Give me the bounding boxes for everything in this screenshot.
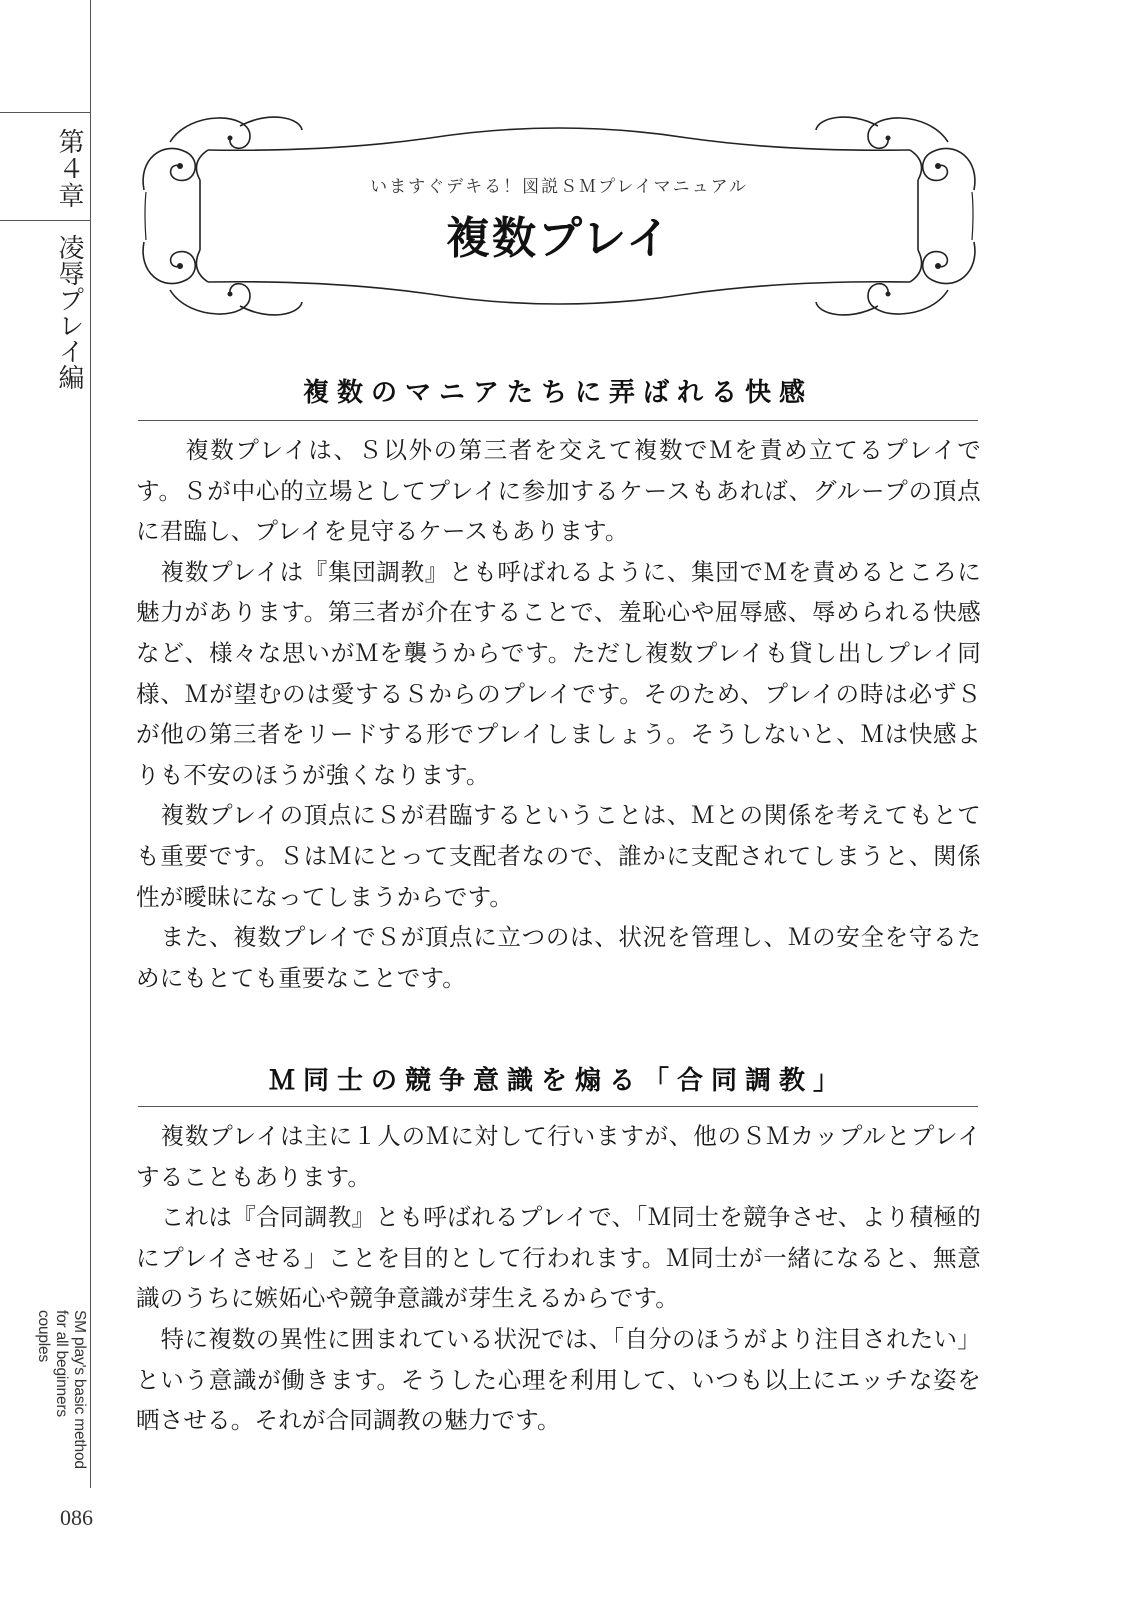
- page-number: 086: [60, 1505, 93, 1530]
- paragraph: これは『合同調教』とも呼ばれるプレイで、「Ｍ同士を競争させ、より積極的にプレイさせる」ことを目的として行われます。Ｍ同士が一緒になると、無意識のうちに嫉妬心や競争意識が芽生えるからです。: [136, 1203, 981, 1313]
- paragraph: 特に複数の異性に囲まれている状況では、「自分のほうがより注目されたい」という意識が働きます。そうした心理を利用して、いつも以上にエッチな姿を晒させる。それが合同調教の魅力です。: [136, 1324, 981, 1435]
- section-heading-2: Ｍ同士の競争意識を煽る「合同調教」: [268, 1066, 847, 1096]
- margin-tick-bottom: [0, 220, 90, 221]
- section-rule-2: [138, 1106, 978, 1107]
- paragraph: 複数プレイは『集団調教』とも呼ばれるように、集団でＭを責めるところに魅力があります。第三者が介在することで、羞恥心や屈辱感、辱められる快感など、様々な思いがＭを襲うからです。ただし複数プレイも貸し出しプレイ同様、Ｍが望むのは愛するＳからのプレイです。そのため、プレイの時は必ずＳが他の第三者をリードする形でプレイしましょう。そうしないと、Ｍは快感よりも不安のほうが強くなります。: [136, 557, 981, 789]
- paragraph: また、複数プレイでＳが頂点に立つのは、状況を管理し、Ｍの安全を守るためにもとても重要なことです。: [136, 923, 981, 992]
- chapter-number: 第４章: [54, 128, 84, 209]
- paragraph: 複数プレイは主に１人のＭに対して行いますが、他のＳＭカップルとプレイすることもあります。: [136, 1122, 981, 1191]
- paragraph: 複数プレイの頂点にＳが君臨するということは、Ｍとの関係を考えてもとても重要です。ＳはＭにとって支配者なので、誰かに支配されてしまうと、関係性が曖昧になってしまうからです。: [136, 801, 981, 911]
- margin-tick-top: [0, 112, 90, 113]
- book-subtitle: いますぐデキる！図説ＳＭプレイマニュアル: [370, 177, 748, 197]
- title-frame: [130, 100, 988, 332]
- series-english-title: SM play's basic method for all beginners couples: [35, 1310, 88, 1469]
- paragraph: 複数プレイは、Ｓ以外の第三者を交えて複数でＭを責め立てるプレイです。Ｓが中心的立場としてプレイに参加するケースもあれば、グループの頂点に君臨し、プレイを見守るケースもあります。: [136, 436, 981, 546]
- page-title: 複数プレイ: [445, 213, 673, 264]
- section-rule-1: [138, 420, 978, 421]
- margin-rule: [90, 0, 91, 1488]
- section-body-1: [136, 430, 981, 998]
- section-body-2: [136, 1116, 981, 1441]
- chapter-title: 凌辱プレイ編: [54, 234, 84, 390]
- section-heading-1: 複数のマニアたちに弄ばれる快感: [302, 378, 813, 408]
